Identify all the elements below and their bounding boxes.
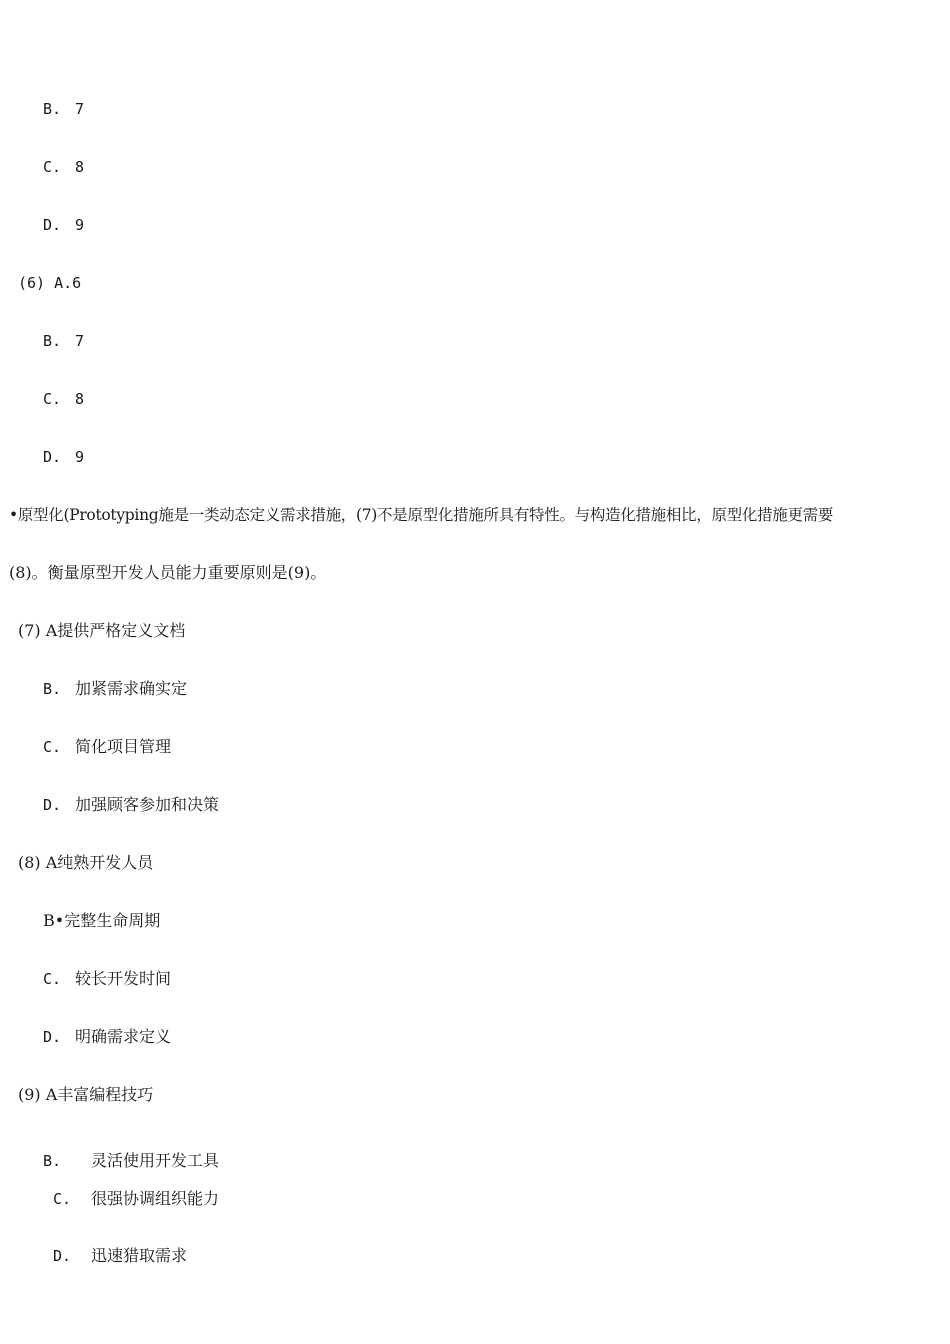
option-c	[43, 969, 171, 989]
option-text: 简化项目管理	[75, 737, 172, 756]
question-8-option-a: (8) A纯熟开发人员	[18, 853, 154, 872]
option-letter: D.	[53, 1247, 72, 1265]
option-text: 8	[75, 158, 85, 176]
option-d	[43, 1027, 171, 1047]
option-c	[43, 737, 171, 757]
option-b	[43, 679, 187, 699]
option-c	[53, 1189, 219, 1209]
option-d	[53, 1246, 187, 1266]
option-letter: C.	[53, 1190, 72, 1208]
option-b	[43, 99, 84, 119]
option-letter: C.	[43, 390, 62, 408]
option-text: 9	[75, 216, 85, 234]
question-6-option-a: (6) A.6	[18, 274, 82, 292]
option-letter: B.	[43, 680, 62, 698]
option-b	[43, 1151, 219, 1171]
option-text: 加紧需求确实定	[75, 679, 188, 698]
passage-line-1: •原型化(Prototyping施是一类动态定义需求措施，(7)不是原型化措施所具有特性。与构造化措施相比，原型化措施更需要	[9, 506, 834, 524]
option-letter: D.	[43, 796, 62, 814]
option-d	[43, 795, 219, 815]
option-text: 7	[75, 332, 85, 350]
option-text: 较长开发时间	[75, 969, 172, 988]
option-letter: D.	[43, 216, 62, 234]
option-letter: B.	[43, 1152, 62, 1170]
option-letter: C.	[43, 738, 62, 756]
option-letter: B.	[43, 332, 62, 350]
option-d	[43, 447, 84, 467]
option-d	[43, 215, 84, 235]
question-7-option-a: (7) A提供严格定义文档	[18, 621, 186, 640]
option-c	[43, 157, 84, 177]
option-letter: C.	[43, 158, 62, 176]
option-text: 9	[75, 448, 85, 466]
option-letter: D.	[43, 448, 62, 466]
option-letter: D.	[43, 1028, 62, 1046]
option-text: 很强协调组织能力	[91, 1189, 220, 1208]
question-9-option-a: (9) A丰富编程技巧	[18, 1085, 154, 1104]
option-text: 明确需求定义	[75, 1027, 172, 1046]
option-letter: C.	[43, 970, 62, 988]
option-b	[43, 331, 84, 351]
option-text: 迅速猎取需求	[91, 1246, 188, 1265]
option-b: B•完整生命周期	[43, 911, 161, 930]
option-c	[43, 389, 84, 409]
option-text: 8	[75, 390, 85, 408]
option-letter: B.	[43, 100, 62, 118]
option-text: 加强顾客参加和决策	[75, 795, 220, 814]
passage-line-2: (8)。衡量原型开发人员能力重要原则是(9)。	[9, 563, 327, 582]
option-text: 7	[75, 100, 85, 118]
option-text: 灵活使用开发工具	[91, 1151, 220, 1170]
